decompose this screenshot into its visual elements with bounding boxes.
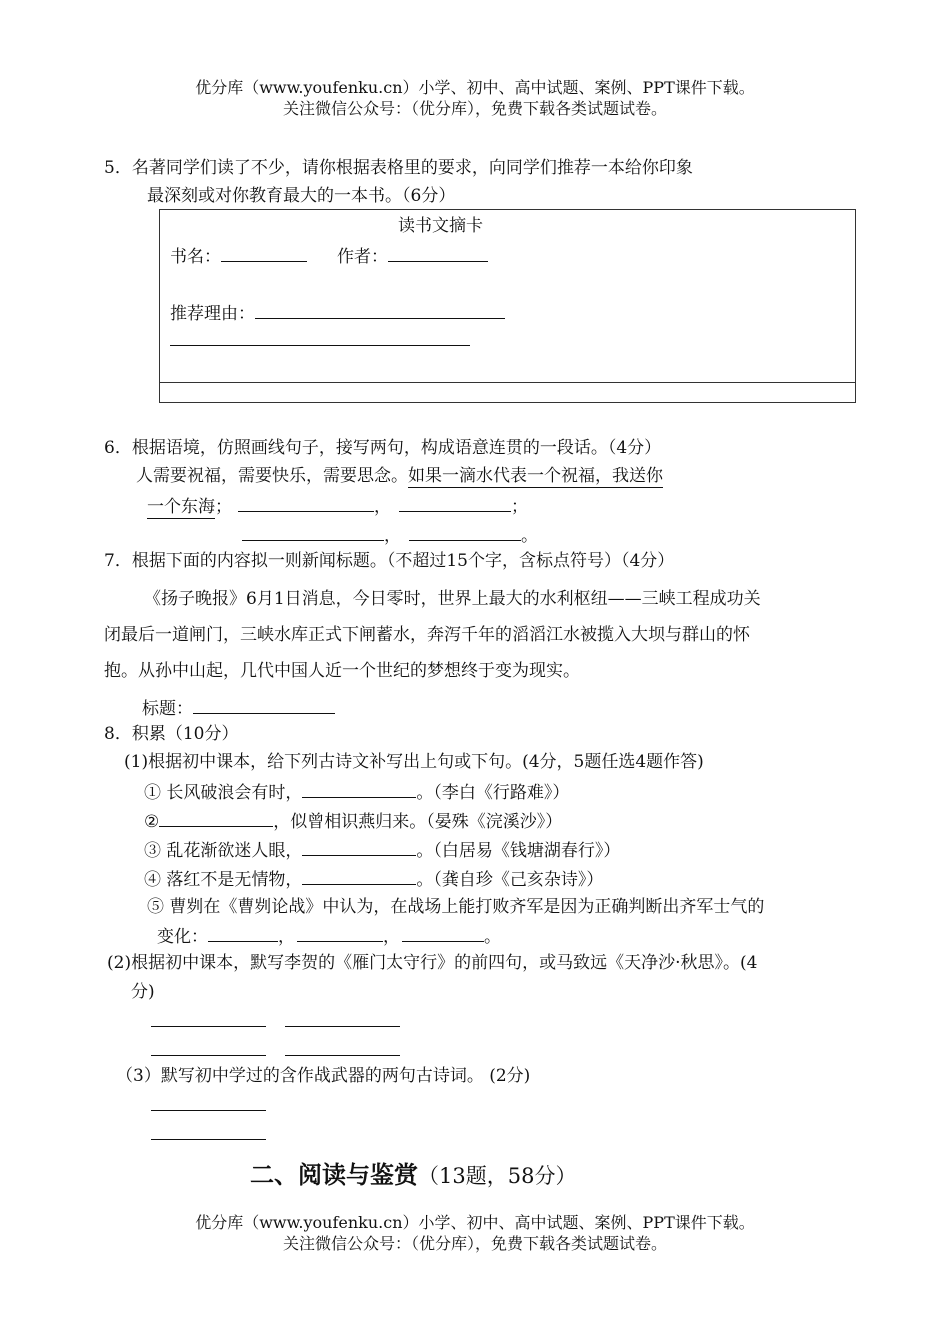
book-label: 书名： [170,247,221,267]
q8-item-2-text: ，似曾相识燕归来。（晏殊《浣溪沙》） [273,812,563,832]
q8-item-3 [144,837,620,863]
q8-item-5-label: 变化： [157,927,208,947]
q7-para-1: 《扬子晚报》6月1日消息，今日零时，世界上最大的水利枢纽——三峡工程成功关 [144,589,761,609]
q8-item-5-blank-1[interactable] [208,923,278,942]
q6-comma-1: ， [374,497,391,517]
q6-comma-2: ， [384,526,401,546]
q8-item-2-num: ② [144,812,160,832]
q8-sub-3-blank-2[interactable] [151,1139,266,1140]
q5-line-1: 5．名著同学们读了不少，请你根据表格里的要求，向同学们推荐一本给你印象 [104,158,693,178]
q8-item-1 [144,779,569,805]
q6-line-4 [242,522,538,548]
q8-item-4-text: ④ 落红不是无情物， [144,870,303,890]
header-line-1: 优分库（www.youfenku.cn）小学、初中、高中试题、案例、PPT课件下载。 [195,78,755,97]
q8-item-5-comma-1: ， [278,927,295,947]
reason-label: 推荐理由： [170,304,255,324]
q8-item-4-source: 。（龚自珍《己亥杂诗》） [416,870,604,890]
q7-title-row [142,695,335,721]
q8-item-5-comma-2: ， [383,927,400,947]
book-name-blank[interactable] [221,243,307,262]
q8-sub-2-line-1: (2)根据初中课本，默写李贺的《雁门太守行》的前四句，或马致远《天净沙·秋思》。(4 [107,953,758,973]
q6-line-3 [147,493,528,519]
header-line-2: 关注微信公众号：（优分库），免费下载各类试题试卷。 [282,99,667,118]
q8-item-3-source: 。（白居易《钱塘湖春行》） [416,841,621,861]
author-row [337,243,488,269]
q6-semicolon-1: ； [215,497,232,517]
q8-item-4 [144,866,603,892]
q8-sub-2-blank-3[interactable] [151,1055,266,1056]
q8-sub-3: （3）默写初中学过的含作战武器的两句古诗词。 (2分) [116,1066,531,1086]
q8-sub-2-blank-2[interactable] [285,1026,400,1027]
q6-line-1: 6．根据语境，仿照画线句子，接写两句，构成语意连贯的一段话。（4分） [104,438,662,458]
q7-title-blank[interactable] [193,695,335,714]
footer-line-2: 关注微信公众号：（优分库），免费下载各类试题试卷。 [282,1234,667,1253]
section-2-heading [250,1158,576,1195]
reason-blank-1[interactable] [255,300,505,319]
q7-line-1: 7．根据下面的内容拟一则新闻标题。（不超过15个字，含标点符号）（4分） [104,551,675,571]
q8-item-3-blank[interactable] [302,837,416,856]
author-blank[interactable] [388,243,488,262]
book-name-row [170,243,307,269]
q7-title-label: 标题： [142,699,193,719]
q6-line-2 [136,464,663,488]
q8-item-1-source: 。（李白《行路难》） [416,783,570,803]
q6-blank-2[interactable] [399,493,511,512]
q8-sub-3-blank-1[interactable] [151,1110,266,1111]
q6-blank-1[interactable] [238,493,374,512]
author-label: 作者： [337,247,388,267]
q8-item-1-blank[interactable] [302,779,416,798]
q8-item-3-text: ③ 乱花渐欲迷人眼， [144,841,303,861]
q8-item-5-line-2 [157,923,501,949]
section-2-title: 二、阅读与鉴赏 [250,1161,418,1189]
q8-heading: 8．积累（10分） [104,724,239,744]
q6-period: 。 [521,526,538,546]
q6-model-sentence-end: 一个东海 [147,497,215,517]
q6-blank-3[interactable] [242,522,384,541]
card-title: 读书文摘卡 [398,216,483,236]
q8-item-5-line-1: ⑤ 曹刿在《曹刿论战》中认为，在战场上能打败齐军是因为正确判断出齐军士气的 [147,897,765,917]
q6-semicolon-2: ； [511,497,528,517]
section-2-subtitle: （13题，58分） [418,1164,577,1188]
q8-sub-2-blank-1[interactable] [151,1026,266,1027]
q8-item-4-blank[interactable] [302,866,416,885]
q8-item-1-text: ① 长风破浪会有时， [144,783,303,803]
q8-item-5-blank-2[interactable] [297,923,383,942]
reason-blank-2[interactable] [170,345,470,346]
card-divider [160,382,855,383]
footer-line-1: 优分库（www.youfenku.cn）小学、初中、高中试题、案例、PPT课件下载。 [195,1213,755,1232]
q6-blank-4[interactable] [409,522,521,541]
q8-item-2 [144,808,562,834]
q6-model-sentence: 如果一滴水代表一个祝福，我送你 [408,466,663,486]
q8-item-5-period: 。 [484,927,501,947]
q8-sub-2-blank-4[interactable] [285,1055,400,1056]
reason-row [170,300,505,326]
q8-item-2-blank[interactable] [159,808,273,827]
q8-item-5-blank-3[interactable] [402,923,484,942]
q7-para-2: 闭最后一道闸门，三峡水库正式下闸蓄水，奔泻千年的滔滔江水被揽入大坝与群山的怀 [104,625,750,645]
q8-sub-1: (1)根据初中课本，给下列古诗文补写出上句或下句。(4分，5题任选4题作答) [124,752,704,772]
q6-plain-text: 人需要祝福，需要快乐，需要思念。 [136,466,408,486]
q7-para-3: 抱。从孙中山起，几代中国人近一个世纪的梦想终于变为现实。 [104,661,580,681]
q5-line-2: 最深刻或对你教育最大的一本书。（6分） [147,186,456,206]
q8-sub-2-line-2: 分) [131,982,155,1002]
